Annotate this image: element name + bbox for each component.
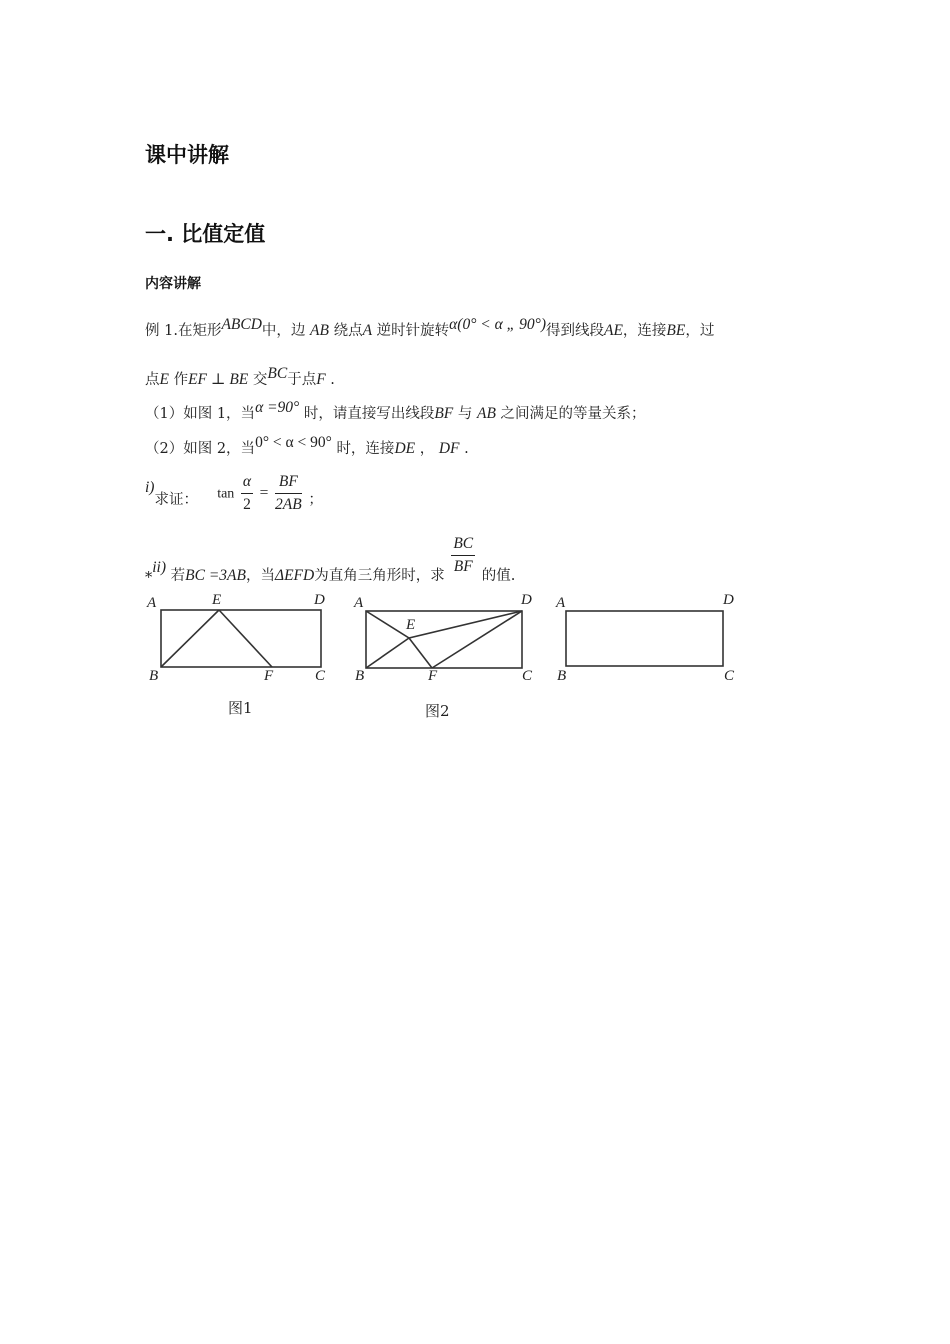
math: AE (603, 322, 623, 339)
label-f: F (264, 668, 274, 684)
math: F (316, 371, 326, 388)
text: 求证： (154, 491, 198, 508)
text: 绕点 (333, 323, 363, 339)
figure-2 (352, 590, 552, 725)
label-f: F (428, 668, 438, 684)
math: DF (438, 440, 460, 457)
subsection-heading: 内容讲解 (145, 276, 201, 292)
marker: i) (145, 478, 155, 496)
text: 时，连接 (336, 441, 395, 457)
text: 点 (145, 372, 160, 388)
text: 逆时针旋转 (376, 323, 450, 339)
text: 之间满足的等量关系； (500, 406, 646, 422)
fraction-bf-2ab (275, 472, 302, 515)
numerator: BF (278, 473, 298, 490)
text: 时，请直接写出线段 (303, 406, 435, 422)
text: 作 (173, 372, 189, 388)
math: α =90° (255, 399, 300, 416)
text: （1）如图 1，当 (145, 406, 256, 422)
sub-question-i (145, 472, 323, 515)
text: 为直角三角形时，求 (314, 567, 445, 584)
label-d: D (314, 592, 325, 608)
text: 例 1.在矩形 (145, 323, 222, 339)
label-a: A (556, 595, 566, 611)
text: 的值. (481, 567, 516, 584)
question-2 (145, 434, 469, 459)
label-b: B (557, 668, 567, 684)
text: ，连接 (622, 323, 667, 339)
text: 得到线段 (545, 323, 604, 339)
math: α(0° < α „ 90°) (449, 316, 546, 333)
text: ； (308, 491, 323, 508)
label-c: C (724, 668, 735, 684)
fraction-alpha-2 (241, 472, 253, 515)
math: DE (394, 440, 416, 457)
example-line-2 (145, 365, 335, 390)
figure-1-caption: 图1 (228, 699, 253, 717)
math: = (259, 484, 269, 502)
marker: ii) (152, 558, 167, 576)
sub-question-ii (145, 530, 516, 586)
example-line-1 (145, 316, 715, 341)
math: AB (477, 405, 496, 422)
figure-2-caption: 图2 (425, 702, 450, 720)
math: tan (217, 486, 235, 502)
label-d: D (723, 592, 734, 608)
label-e: E (212, 592, 222, 608)
numerator: α (242, 473, 252, 490)
label-c: C (522, 668, 533, 684)
text: ，过 (685, 323, 715, 339)
text: ，当 (245, 567, 275, 584)
math: BC =3AB (185, 566, 246, 584)
text: 于点 (287, 372, 317, 388)
fraction-bc-bf (451, 534, 475, 577)
denominator: 2 (241, 493, 253, 515)
math: 0° < α < 90° (255, 434, 332, 451)
text: 与 (457, 406, 473, 422)
math: BF (434, 405, 454, 422)
label-d: D (521, 592, 532, 608)
math: BC (267, 365, 288, 382)
math: EF ⊥ BE (188, 371, 249, 388)
text: . (464, 441, 469, 457)
text: 中，边 (261, 323, 306, 339)
numerator: BC (451, 534, 475, 556)
math: E (159, 371, 169, 388)
label-c: C (315, 668, 326, 684)
text: （2）如图 2，当 (145, 441, 256, 457)
section-heading: 一. 比值定值 (145, 222, 266, 246)
math: AB (310, 322, 329, 339)
denominator: 2AB (275, 493, 302, 515)
figure-3 (552, 590, 752, 700)
label-b: B (149, 668, 159, 684)
text: . (330, 372, 335, 388)
text: 若 (170, 567, 186, 584)
math: ΔEFD (274, 566, 315, 584)
denominator: BF (453, 558, 473, 575)
math: BE (666, 322, 686, 339)
math: A (362, 322, 373, 339)
figure-3-diagram (552, 590, 752, 690)
text: ， (419, 441, 435, 457)
label-e: E (406, 617, 416, 633)
label-a: A (147, 595, 157, 611)
text: 交 (252, 372, 268, 388)
label-a: A (354, 595, 364, 611)
figure-1 (145, 590, 345, 725)
page-title: 课中讲解 (145, 143, 229, 167)
star-marker: * (145, 569, 153, 586)
label-b: B (355, 668, 365, 684)
question-1 (145, 399, 646, 424)
math: ABCD (221, 316, 262, 333)
